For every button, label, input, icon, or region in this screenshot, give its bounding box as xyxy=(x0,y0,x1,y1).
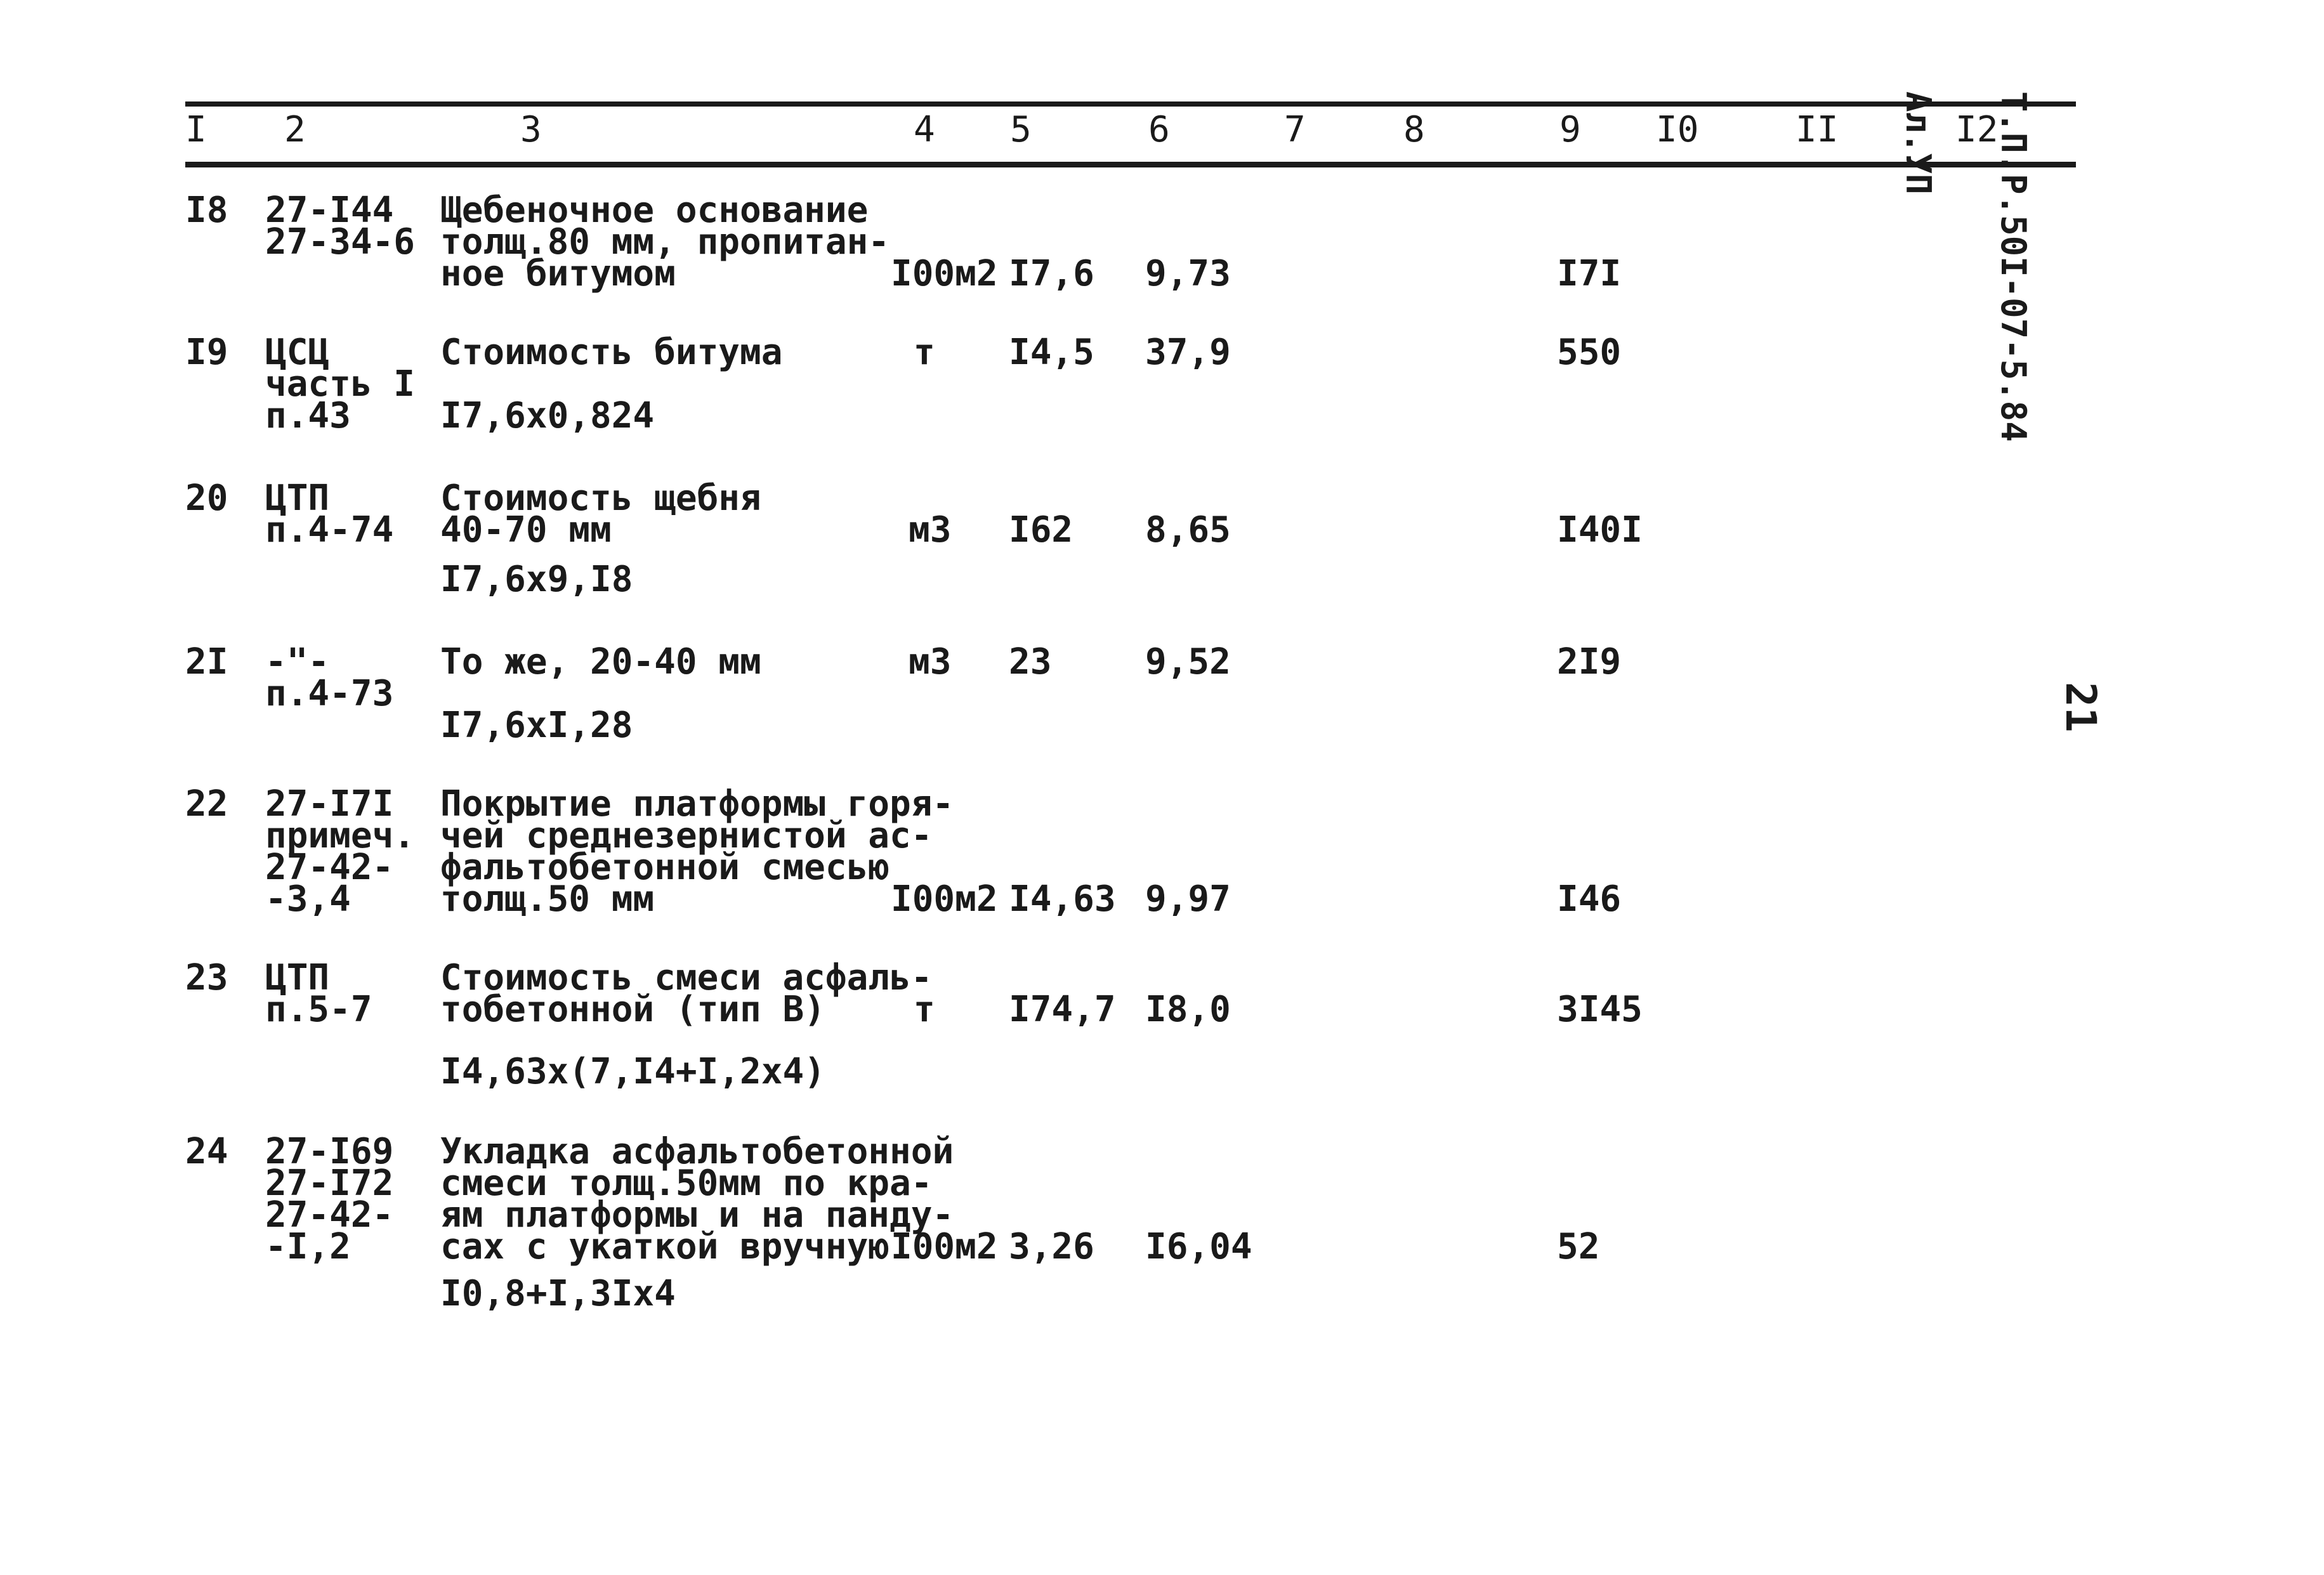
row-code: п.4-73 xyxy=(265,673,394,714)
column-header-10: I0 xyxy=(1656,109,1699,150)
row-number: 2I xyxy=(185,641,228,683)
column-header-5: 5 xyxy=(1010,109,1032,150)
row-unit-price: 9,52 xyxy=(1145,641,1231,683)
column-header-11: II xyxy=(1796,109,1839,150)
column-header-12: I2 xyxy=(1955,109,1999,150)
column-header-3: 3 xyxy=(520,109,542,150)
row-description: Укладка асфальтобетонной xyxy=(440,1131,954,1172)
row-description: Щебеночное основание xyxy=(440,190,869,231)
row-total: 550 xyxy=(1557,332,1622,373)
row-unit-price: 9,97 xyxy=(1145,879,1231,920)
row-number: I9 xyxy=(185,332,228,373)
row-quantity: I74,7 xyxy=(1009,989,1116,1030)
row-total: I40I xyxy=(1557,509,1643,551)
row-quantity: I7,6 xyxy=(1009,253,1094,294)
row-code: 27-I7I xyxy=(265,783,394,825)
row-quantity: 23 xyxy=(1009,641,1052,683)
row-code: 27-I72 xyxy=(265,1163,394,1204)
row-description: Стоимость смеси асфаль- xyxy=(440,957,933,998)
row-unit: т xyxy=(914,989,935,1030)
row-calculation: I7,6х0,824 xyxy=(440,395,655,436)
row-number: 23 xyxy=(185,957,228,998)
row-code: 27-I69 xyxy=(265,1131,394,1172)
row-code: п.43 xyxy=(265,395,351,436)
row-calculation: I4,63х(7,I4+I,2х4) xyxy=(440,1051,825,1092)
row-code: 27-I44 xyxy=(265,190,394,231)
document-code-line: Ал.УП xyxy=(1898,91,1938,195)
row-calculation: I7,6х9,I8 xyxy=(440,559,633,600)
row-total: 2I9 xyxy=(1557,641,1622,683)
row-code: -I,2 xyxy=(265,1226,351,1267)
row-number: 20 xyxy=(185,478,228,519)
page-number: 21 xyxy=(2056,682,2105,733)
row-description: Стоимость битума xyxy=(440,332,783,373)
row-number: I8 xyxy=(185,190,228,231)
row-quantity: I62 xyxy=(1009,509,1073,551)
column-header-6: 6 xyxy=(1148,109,1170,150)
row-description: фальтобетонной смесью xyxy=(440,847,890,888)
row-description: 40-70 мм xyxy=(440,509,612,551)
row-code: 27-42- xyxy=(265,1194,394,1236)
row-code: ЦТП xyxy=(265,957,330,998)
row-unit-price: 37,9 xyxy=(1145,332,1231,373)
row-description: сах с укаткой вручную xyxy=(440,1226,890,1267)
row-calculation: I7,6хI,28 xyxy=(440,705,633,746)
row-description: Стоимость щебня xyxy=(440,478,761,519)
row-quantity: 3,26 xyxy=(1009,1226,1094,1267)
row-description: ям платформы и на панду- xyxy=(440,1194,954,1236)
row-code: примеч. xyxy=(265,815,416,856)
row-unit: т xyxy=(914,332,935,373)
row-code: -3,4 xyxy=(265,879,351,920)
column-header-7: 7 xyxy=(1284,109,1306,150)
row-code: ЦТП xyxy=(265,478,330,519)
row-number: 22 xyxy=(185,783,228,825)
row-quantity: I4,5 xyxy=(1009,332,1094,373)
column-header-9: 9 xyxy=(1559,109,1581,150)
row-code: п.4-74 xyxy=(265,509,394,551)
row-description: чей среднезернистой ас- xyxy=(440,815,933,856)
row-unit-price: I8,0 xyxy=(1145,989,1231,1030)
row-description: ное битумом xyxy=(440,253,676,294)
row-unit: I00м2 xyxy=(891,1226,998,1267)
row-description: То же, 20-40 мм xyxy=(440,641,761,683)
row-unit-price: 8,65 xyxy=(1145,509,1231,551)
column-header-2: 2 xyxy=(284,109,306,150)
row-unit: I00м2 xyxy=(891,879,998,920)
document-code-line: Т.П.Р.50I-07-5.84 xyxy=(1993,91,2033,442)
column-header-1: I xyxy=(185,109,207,150)
row-total: 3I45 xyxy=(1557,989,1643,1030)
row-description: Покрытие платформы горя- xyxy=(440,783,954,825)
column-header-4: 4 xyxy=(914,109,935,150)
row-quantity: I4,63 xyxy=(1009,879,1116,920)
row-code: часть I xyxy=(265,363,416,405)
row-unit-price: 9,73 xyxy=(1145,253,1231,294)
row-unit: м3 xyxy=(909,509,952,551)
row-description: тобетонной (тип В) xyxy=(440,989,825,1030)
column-header-8: 8 xyxy=(1403,109,1425,150)
row-total: I7I xyxy=(1557,253,1622,294)
row-calculation: I0,8+I,3Iх4 xyxy=(440,1273,676,1314)
row-code: ЦСЦ xyxy=(265,332,330,373)
row-number: 24 xyxy=(185,1131,228,1172)
table-header-rule xyxy=(185,162,2076,167)
row-code: п.5-7 xyxy=(265,989,372,1030)
row-code: 27-34-6 xyxy=(265,221,416,263)
table-top-rule xyxy=(185,101,2076,107)
row-description: толщ.50 мм xyxy=(440,879,655,920)
row-code: 27-42- xyxy=(265,847,394,888)
row-total: I46 xyxy=(1557,879,1622,920)
row-total: 52 xyxy=(1557,1226,1600,1267)
row-description: смеси толщ.50мм по кра- xyxy=(440,1163,933,1204)
row-code: -"- xyxy=(265,641,330,683)
row-unit: I00м2 xyxy=(891,253,998,294)
row-unit-price: I6,04 xyxy=(1145,1226,1252,1267)
row-unit: м3 xyxy=(909,641,952,683)
row-description: толщ.80 мм, пропитан- xyxy=(440,221,890,263)
